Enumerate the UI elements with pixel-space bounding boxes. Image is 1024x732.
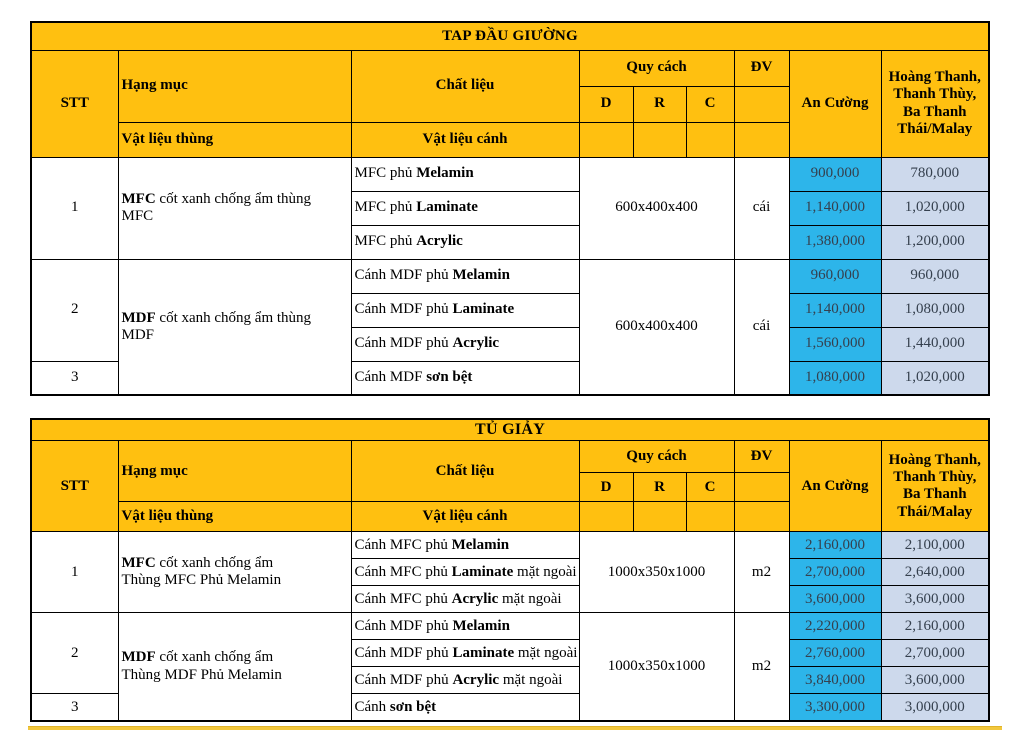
header-empty-cell (686, 502, 734, 532)
price-cell-competitors: 1,200,000 (881, 225, 989, 259)
material-cell: MFC phủ Laminate (351, 191, 579, 225)
price-cell-competitors: 780,000 (881, 157, 989, 191)
price-cell-an-cuong: 900,000 (789, 157, 881, 191)
header-c: C (686, 473, 734, 502)
table-title: TỦ GIẢY (31, 419, 989, 441)
material-cell: MFC phủ Melamin (351, 157, 579, 191)
unit-cell: m2 (734, 532, 789, 613)
price-cell-competitors: 2,100,000 (881, 532, 989, 559)
price-cell-an-cuong: 3,300,000 (789, 694, 881, 721)
material-cell: Cánh MDF phủ Acrylic mặt ngoài (351, 667, 579, 694)
header-empty-cell (633, 502, 686, 532)
item-cell: MFC cốt xanh chống ẩm thùng MFC (118, 157, 351, 259)
item-cell: MDF cốt xanh chống ẩm thùng MDF (118, 259, 351, 395)
header-empty-cell (734, 122, 789, 157)
price-cell-competitors: 3,600,000 (881, 667, 989, 694)
header-vat-lieu-thung: Vật liệu thùng (118, 502, 351, 532)
price-cell-competitors: 1,440,000 (881, 327, 989, 361)
price-table-bedside (30, 21, 990, 396)
header-empty-cell (734, 473, 789, 502)
header-empty-cell (686, 122, 734, 157)
header-quy-cach: Quy cách (579, 441, 734, 473)
price-cell-an-cuong: 2,700,000 (789, 559, 881, 586)
header-d: D (579, 473, 633, 502)
price-cell-an-cuong: 1,560,000 (789, 327, 881, 361)
material-cell: Cánh MDF phủ Acrylic (351, 327, 579, 361)
stt-cell: 1 (31, 532, 118, 613)
price-cell-an-cuong: 2,160,000 (789, 532, 881, 559)
header-vat-lieu-thung: Vật liệu thùng (118, 122, 351, 157)
table-row (31, 259, 989, 293)
header-hang-muc: Hạng mục (118, 441, 351, 502)
material-cell: Cánh MDF phủ Laminate mặt ngoài (351, 640, 579, 667)
header-d: D (579, 86, 633, 122)
stt-cell: 2 (31, 613, 118, 694)
material-cell: Cánh MDF phủ Melamin (351, 613, 579, 640)
price-cell-an-cuong: 1,140,000 (789, 191, 881, 225)
header-r: R (633, 86, 686, 122)
header-stt: STT (31, 50, 118, 157)
size-cell: 600x400x400 (579, 157, 734, 259)
header-empty-cell (734, 86, 789, 122)
material-cell: Cánh MDF phủ Melamin (351, 259, 579, 293)
header-dv: ĐV (734, 441, 789, 473)
material-cell: MFC phủ Acrylic (351, 225, 579, 259)
price-cell-an-cuong: 1,080,000 (789, 361, 881, 395)
table-row (31, 532, 989, 559)
price-cell-competitors: 2,640,000 (881, 559, 989, 586)
price-cell-competitors: 2,700,000 (881, 640, 989, 667)
stt-cell: 3 (31, 361, 118, 395)
material-cell: Cánh MFC phủ Acrylic mặt ngoài (351, 586, 579, 613)
material-cell: Cánh MFC phủ Laminate mặt ngoài (351, 559, 579, 586)
header-an-cuong: An Cường (789, 441, 881, 532)
price-cell-an-cuong: 3,840,000 (789, 667, 881, 694)
item-cell: MDF cốt xanh chống ẩm Thùng MDF Phủ Melamin (118, 613, 351, 721)
header-r: R (633, 473, 686, 502)
size-cell: 1000x350x1000 (579, 613, 734, 721)
header-empty-cell (579, 502, 633, 532)
bottom-divider-line (28, 726, 1002, 730)
size-cell: 1000x350x1000 (579, 532, 734, 613)
stt-cell: 2 (31, 259, 118, 361)
unit-cell: cái (734, 259, 789, 395)
price-cell-competitors: 960,000 (881, 259, 989, 293)
price-cell-competitors: 1,080,000 (881, 293, 989, 327)
unit-cell: m2 (734, 613, 789, 721)
price-table-shoe-cabinet (30, 418, 990, 722)
price-cell-an-cuong: 3,600,000 (789, 586, 881, 613)
material-cell: Cánh sơn bệt (351, 694, 579, 721)
header-empty-cell (734, 502, 789, 532)
header-stt: STT (31, 441, 118, 532)
header-c: C (686, 86, 734, 122)
header-empty-cell (633, 122, 686, 157)
material-cell: Cánh MDF sơn bệt (351, 361, 579, 395)
price-cell-an-cuong: 2,220,000 (789, 613, 881, 640)
material-cell: Cánh MDF phủ Laminate (351, 293, 579, 327)
price-cell-competitors: 2,160,000 (881, 613, 989, 640)
stt-cell: 3 (31, 694, 118, 721)
header-vat-lieu-canh: Vật liệu cánh (351, 502, 579, 532)
price-sheet (30, 21, 988, 722)
header-competitors: Hoàng Thanh, Thanh Thùy, Ba Thanh Thái/Malay (881, 441, 989, 532)
table-row (31, 157, 989, 191)
header-hang-muc: Hạng mục (118, 50, 351, 122)
header-quy-cach: Quy cách (579, 50, 734, 86)
price-cell-competitors: 3,000,000 (881, 694, 989, 721)
unit-cell: cái (734, 157, 789, 259)
item-cell: MFC cốt xanh chống ẩm Thùng MFC Phủ Melamin (118, 532, 351, 613)
header-competitors: Hoàng Thanh, Thanh Thùy, Ba Thanh Thái/Malay (881, 50, 989, 157)
material-cell: Cánh MFC phủ Melamin (351, 532, 579, 559)
header-chat-lieu: Chất liệu (351, 50, 579, 122)
table-row (31, 613, 989, 640)
price-cell-an-cuong: 1,140,000 (789, 293, 881, 327)
header-dv: ĐV (734, 50, 789, 86)
price-cell-an-cuong: 1,380,000 (789, 225, 881, 259)
header-vat-lieu-canh: Vật liệu cánh (351, 122, 579, 157)
stt-cell: 1 (31, 157, 118, 259)
price-cell-an-cuong: 2,760,000 (789, 640, 881, 667)
header-chat-lieu: Chất liệu (351, 441, 579, 502)
price-cell-competitors: 3,600,000 (881, 586, 989, 613)
size-cell: 600x400x400 (579, 259, 734, 395)
table-title: TAP ĐẦU GIƯỜNG (31, 22, 989, 50)
header-empty-cell (579, 122, 633, 157)
price-cell-competitors: 1,020,000 (881, 191, 989, 225)
price-cell-an-cuong: 960,000 (789, 259, 881, 293)
price-cell-competitors: 1,020,000 (881, 361, 989, 395)
header-an-cuong: An Cường (789, 50, 881, 157)
